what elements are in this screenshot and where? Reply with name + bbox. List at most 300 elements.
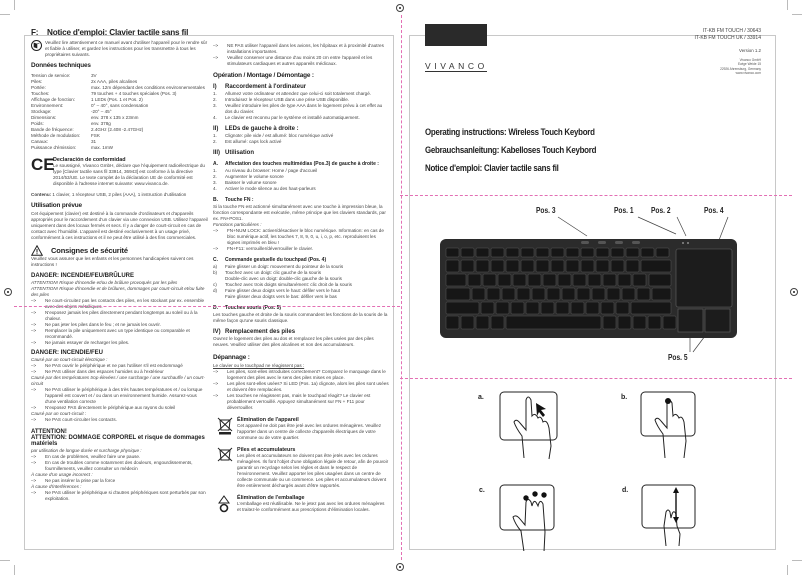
keyboard-key (558, 274, 571, 286)
spec-value: 0° – 40°, sans condensation (91, 103, 149, 108)
keyboard-key (476, 248, 489, 257)
list-item-text: NE PAS utiliser l'appareil dans les avions, les hôpitaux et à proximité d'autres installations importantes. (227, 43, 384, 54)
keyboard-key (556, 302, 569, 314)
list-item-text: Ne court-circuitez pas les contacts des piles, en les stockant par ex. ensemble avec des objets métalliques. (45, 298, 205, 309)
list-item-text: Ne pas insérer la prise par la force (45, 478, 116, 483)
leds-heading (213, 126, 389, 132)
arrow-icon: –> (31, 340, 37, 345)
spec-label: Puissance d'émission: (31, 145, 77, 150)
keyboard-key (541, 302, 554, 314)
spec-value: env. 378g (91, 121, 111, 126)
registration-mark-left (4, 288, 12, 296)
gesture-label-a: a. (478, 394, 484, 401)
crop-mark (792, 560, 802, 561)
item-number: 2. (213, 97, 217, 102)
arrow-icon: –> (213, 381, 219, 386)
attention-heading: ATTENTION! (31, 429, 67, 435)
keyboard-key (648, 316, 661, 329)
battery-text: Ouvrez le logement des piles au dos et remplacez les piles usées par des piles neuves. Veuillez utiliser des piles alcalines et non des accumulateurs. (213, 336, 374, 347)
disposal-text: L'emballage est réutilisable. Ne le jetez pas avec les ordures ménagères et traitez-le conformément aux prescriptions d'élimination locales. (237, 501, 385, 512)
ce-mark-icon: CE (31, 155, 55, 174)
keyboard-key (536, 248, 549, 257)
spec-value: max. 1mW (91, 145, 113, 150)
spec-label: Poids: (31, 121, 44, 126)
spec-label: Piles: (31, 79, 43, 84)
right-page (409, 28, 776, 550)
list-item-text: Ne PAS ouvrir le périphérique et ne pas l'utiliser s'il est endommagé (45, 363, 183, 368)
tech-data-table (31, 73, 209, 151)
connect-heading (213, 84, 389, 90)
keyboard-key (649, 274, 671, 286)
keyboard-key (536, 260, 549, 272)
mouse-keys-text: Les touches gauche et droite de la souris commandent les fonctions de la souris de la même façon qu'une souris classique. (213, 312, 388, 323)
section-title: Remplacement des piles (225, 329, 296, 335)
keyboard-key (611, 260, 624, 272)
keyboard-key (461, 248, 474, 257)
keyboard-key (528, 274, 541, 286)
keyboard-key (446, 316, 459, 329)
section-title: Commande gestuelle du touchpad (Pos. 4) (225, 257, 327, 263)
item-number: 1. (213, 91, 217, 96)
keyboard-key (577, 288, 590, 300)
keyboard-key (511, 302, 524, 314)
arrow-icon: –> (213, 55, 219, 60)
list-item (31, 417, 209, 423)
arrow-icon: –> (31, 478, 37, 483)
disposal-item (213, 417, 389, 441)
arrow-icon: –> (31, 322, 37, 327)
keyboard-key (551, 260, 564, 272)
list-item-text: Ne PAS utiliser le périphérique si d'autres périphériques sont perturbés par son exploitation. (45, 490, 206, 501)
pos-4-label: Pos. 4 (704, 206, 724, 215)
list-item (31, 340, 209, 346)
disposal-title: Piles et accumulateurs (237, 447, 296, 453)
list-item-text: Remplacer la pile uniquement avec un type identique ou comparable et recommandé. (45, 328, 190, 339)
keyboard-key (521, 248, 534, 257)
address: Vivanco GmbH Ewige Weide 15 22926 Ahrensburg, Germany www.vivanco.com (720, 58, 761, 75)
arrow-icon: –> (213, 246, 219, 251)
list-item-text: Le clavier est reconnu par le système et installé automatiquement. (225, 115, 360, 120)
danger-list (31, 363, 209, 375)
spec-value: 2x AAA, piles alcalines (91, 79, 138, 84)
hand-icon (514, 397, 551, 459)
hand-icon (513, 500, 545, 552)
list-item-text: Baisser le volume sonore (225, 180, 277, 185)
keyboard-key (663, 316, 676, 329)
keyboard-key (491, 316, 504, 329)
hand-icon (655, 400, 686, 458)
arrow-icon: –> (213, 228, 219, 233)
intro (31, 40, 209, 58)
item-letter: a) (213, 264, 218, 269)
keyboard-key (446, 248, 459, 257)
list-item-text: Ne PAS utiliser dans des espaces humides ou à l'extérieur (45, 369, 164, 374)
item-number: 4. (213, 115, 217, 120)
keyboard-key (641, 248, 654, 257)
keyboard-key (581, 260, 594, 272)
warning-text: ATTENTION! Risque d'incendie et/ou de brûlure provoqués par les piles (31, 280, 178, 285)
left-column (31, 30, 209, 502)
multimedia-key (598, 241, 606, 244)
item-number: 3. (213, 103, 217, 108)
danger-list (31, 417, 209, 423)
keyboard-key (618, 316, 631, 329)
keyboard-key (601, 302, 614, 314)
keyboard-key (607, 288, 620, 300)
keyboard-key (506, 260, 519, 272)
keyboard-key (571, 302, 584, 314)
keyboard-key (521, 260, 534, 272)
list-item (31, 490, 209, 502)
list-item-text: Ne PAS utiliser le périphérique à des très hautes températures et / ou lorsque l'appareil est couvert et / ou dans un environnement humide. Assurez-vous d'une ventilation correcte (45, 387, 203, 404)
pos-3-label: Pos. 3 (536, 206, 556, 215)
list-item-text: Activer le mode silence au des haut-parleurs (225, 186, 316, 191)
version: Version 1.2 (739, 48, 761, 53)
crop-mark (14, 0, 15, 10)
list-item-text: Introduisez le récepteur USB dans une prise USB disponible. (225, 97, 350, 102)
item-letter: d) (213, 288, 218, 293)
trim-line (400, 378, 792, 379)
spec-label: Bande de fréquence: (31, 127, 74, 132)
spec-label: Canaux: (31, 139, 49, 144)
arrow-icon: –> (31, 405, 37, 410)
gesture-label-d: d. (622, 487, 629, 494)
list-item-text: Veuillez introduire les piles de type AAA dans le logement prévu à cet effet au dos du clavier. (225, 103, 383, 114)
list-item (213, 393, 389, 411)
tech-data-heading: Données techniques (31, 62, 91, 69)
warning-text: ATTENTION! Risque d'incendie et de brûlures, dommages par court-circuit et/ou fuite des piles (31, 286, 205, 297)
gesture-pad-d (642, 485, 695, 528)
disposal-item (213, 495, 389, 515)
keyboard-key (603, 274, 616, 286)
list-item-text: Faire glisser deux doigts vers le haut: défiler vers le haut (225, 288, 340, 293)
pos-1-label: Pos. 1 (614, 206, 634, 215)
list-item (213, 246, 389, 252)
list-item (31, 310, 209, 322)
keyboard-key (543, 274, 556, 286)
list-item-text: Ne jamais essayer de recharger les piles. (45, 340, 130, 345)
safety-heading: Consignes de sécurité (51, 245, 128, 255)
keyboard-key (611, 248, 624, 257)
arrow-icon: –> (31, 460, 37, 465)
cause-text: Causé par un court-circuit : (31, 411, 87, 416)
list-item (31, 387, 209, 405)
list-item (31, 298, 209, 310)
safety-heading-row (31, 245, 209, 256)
list-item (31, 328, 209, 340)
arrow-icon: –> (31, 298, 37, 303)
keyboard-key (481, 302, 494, 314)
registration-mark-top (396, 4, 404, 12)
section-title: Utilisation (225, 150, 255, 156)
ce-text: Le soussigné, Vivanco GmbH, déclare que l'équipement radioélectrique du type [Clavier tactile sans fil 33914, 36943] est conforme à la directive 2014/53/UE. Le texte complet de la déclaration UE de conformité est disponible à l'adresse internet suivante: www.vivanco.de. (53, 163, 205, 186)
keyboard-key (616, 302, 629, 314)
registration-mark-bottom (396, 563, 404, 571)
contents: Contenu: 1 clavier, 1 récepteur USB, 2 piles (AAA), 1 instruction d'utilisation (31, 192, 187, 197)
list-item-text: Au niveau du browser: Home / page d'accueil (225, 168, 318, 173)
list-item-text: Les piles, sont-elles introduites correctement? Comparez le marquage dans le logement des piles avec le sens des piles mises en place. (227, 369, 386, 380)
keyboard-key (513, 274, 526, 286)
battery-bin-icon (213, 447, 237, 465)
list-item (213, 139, 389, 145)
list-item (213, 294, 389, 300)
spec-label: Tension de service: (31, 73, 71, 78)
keyboard-key (517, 288, 530, 300)
keyboard-key (596, 260, 609, 272)
arrow-icon: –> (31, 490, 37, 495)
troubleshooting-subtitle: Le clavier ou le touchpad ne réagissent pas : (213, 363, 305, 368)
danger-fire-burn-warnings (31, 280, 209, 298)
spec-value: max. 12m dépendant des conditions environnementales (91, 85, 205, 90)
crop-mark (0, 14, 10, 15)
crop-mark (787, 565, 788, 575)
disposal-content (237, 495, 389, 513)
operation-heading: Opération / Montage / Démontage : (213, 72, 314, 79)
section-number: II) (213, 126, 219, 132)
trim-line (400, 195, 792, 196)
gesture-pad-a (500, 392, 557, 440)
item-number: 1. (213, 133, 217, 138)
keyboard-key (626, 260, 639, 272)
keyboard-key (446, 260, 459, 272)
brand-logo: VIVANCO (425, 61, 488, 71)
arrow-icon: –> (31, 328, 37, 333)
multimedia-keys-heading (213, 161, 389, 167)
list-item-text: Veuillez conserver une distance d'au moins 20 cm entre l'appareil et les stimulateurs cardiaques et autres appareils médicaux. (227, 55, 373, 66)
keyboard-key (547, 288, 560, 300)
left-page (24, 28, 394, 550)
right-mouse-button (705, 309, 730, 332)
list-item-text: FN+F11: verrouiller/déverrouiller le clavier. (227, 246, 314, 251)
crop-mark (14, 565, 15, 575)
item-number: 3. (213, 180, 217, 185)
list-item-text: Touchez avec trois doigts simultanément: clic droit de la souris (225, 282, 352, 287)
list-item (213, 186, 389, 192)
spec-label: Environnement: (31, 103, 64, 108)
tap-dot-icon (541, 492, 546, 497)
spec-label: Méthode de modulation: (31, 133, 81, 138)
section-title: Affectation des touches multimédias (Pos.3) de gauche à droite : (225, 161, 379, 167)
right-column (213, 43, 389, 520)
warning-icon (31, 245, 43, 256)
keyboard-key (446, 302, 479, 314)
usage-heading (213, 150, 389, 156)
arrow-icon: –> (31, 369, 37, 374)
arrow-icon: –> (31, 363, 37, 368)
keyboard-key (506, 316, 601, 329)
disposal-item (213, 447, 389, 489)
cause-text: À cause d'interférences : (31, 484, 82, 489)
keyboard-key (618, 274, 631, 286)
section-title: LEDs de gauche à droite : (225, 126, 299, 132)
list-item (213, 55, 389, 67)
keyboard-key (641, 260, 671, 272)
led-1 (682, 242, 684, 244)
arrow-icon: –> (31, 387, 37, 392)
keyboard-key (573, 274, 586, 286)
keyboard-key (526, 302, 539, 314)
model-2: IT-KB FM TOUCH UK / 33914 (694, 35, 761, 41)
section-number: I) (213, 84, 217, 90)
spec-label: Portée: (31, 85, 46, 90)
title-english: Operating instructions: Wireless Touch Keybord (425, 127, 595, 137)
list-item (213, 381, 389, 393)
keyboard-key (446, 274, 466, 286)
trim-line (14, 306, 400, 307)
crop-mark (792, 14, 802, 15)
keyboard-key (461, 260, 474, 272)
arrow-icon: –> (213, 393, 219, 398)
list-item-text: Ne pas jeter les piles dans le feu ; et ne jamais les ouvrir. (45, 322, 161, 327)
spec-value: env. 378 x 135 x 23mm (91, 115, 139, 120)
list-item (213, 228, 389, 246)
list-item-text: Clignote: pile vide / est allumé: bloc numérique activé (225, 133, 334, 138)
list-item-text: N'exposez jamais les piles directement pendant longtemps au soleil ou à la chaleur. (45, 310, 198, 321)
list-item-text: Touchez avec un doigt: clic gauche de la souris (225, 270, 322, 275)
weee-bin-icon (213, 417, 237, 437)
battery-replacement-heading (213, 329, 389, 335)
spec-value: 31 (91, 139, 97, 144)
item-number: 1. (213, 168, 217, 173)
keyboard-key (476, 316, 489, 329)
fn-text: Si la touche FN est actionné simultanément avec une touche à impression bleue, la fonction correspondante est exécutée, même principe que les claviers standards, par ex. FN+POS1. (213, 204, 386, 221)
item-number: 2. (213, 174, 217, 179)
section-title: Touche FN : (225, 197, 254, 203)
keyboard-key (476, 260, 489, 272)
list-item-text: FN+NUM LOCK: activer/désactiver le bloc numérique. Information: en cas de bloc numérique actif, les touches 7, 8, 9, 0, u, i, o, p, etc. reproduisent les signes imprimés en bleu ! (227, 228, 384, 245)
tap-dot-icon (665, 398, 671, 404)
keyboard-key (656, 248, 669, 257)
keyboard-key (622, 288, 635, 300)
list-item-text: Double-clic avec un doigt: double-clic gauche de la souris (225, 276, 342, 281)
title-german: Gebrauchsanleitung: Kabelloses Touch Keybord (425, 145, 597, 155)
item-letter (213, 294, 225, 300)
disposal-title: Élimination de l'appareil (237, 417, 299, 423)
section-number: C. (213, 257, 218, 263)
pointer-arrow-icon (536, 403, 546, 417)
keyboard-key (633, 274, 646, 286)
keyboard-key (566, 248, 579, 257)
ce-declaration (31, 157, 209, 187)
intro-text: Veuillez lire attentivement ce manuel avant d'utiliser l'appareil pour le rendre sûr et fiable à utiliser, et gardez les instructions pour les transmettre à tous les propriétaires suivants. (45, 40, 208, 57)
section-title: Touches souris (Pos. 5) (225, 305, 282, 311)
keyboard-key (586, 302, 599, 314)
keyboard-key (532, 288, 545, 300)
keyboard-key (472, 288, 485, 300)
keyboard-key (592, 288, 605, 300)
list-item (213, 115, 389, 121)
list-item (213, 103, 389, 115)
fold-line (401, 15, 402, 560)
cause-text: À cause d'un usage incorrect : (31, 472, 93, 477)
list-item (213, 369, 389, 381)
list-item-text: En cas de problèmes, veuillez faire une pause. (45, 454, 141, 459)
operation-sections (213, 84, 389, 515)
item-number: 4. (213, 186, 217, 191)
cause-text: Causé par des températures trop élevées / une surcharge / une surchauffe / un court-circuit (31, 375, 205, 386)
disposal-text: Cet appareil ne doit pas être jeté avec les ordures ménagères. Veuillez l'apporter dans un centre de collecte d'appareils électriques de votre commune ou de votre quartier. (237, 423, 382, 440)
keyboard-key (502, 288, 515, 300)
keyboard-key (483, 274, 496, 286)
attention-list (31, 490, 209, 502)
item-letter: b) (213, 270, 218, 275)
keyboard-key (652, 288, 671, 300)
keyboard-key (491, 248, 504, 257)
list-item-text: Ne PAS court-circuiter les contacts. (45, 417, 117, 422)
arrow-icon: –> (31, 310, 37, 315)
cause-text: Causé par un court-circuit électrique : (31, 357, 108, 362)
arrow-icon: –> (31, 454, 37, 459)
scroll-arrows-icon (673, 487, 679, 523)
keyboard-key (551, 248, 564, 257)
intended-use-heading: Utilisation prévue (31, 202, 82, 209)
spec-value: 79 touches + 4 touches spéciales (Pos. 3) (91, 91, 177, 96)
keyboard-illustration (410, 36, 777, 551)
item-letter: c) (213, 282, 217, 287)
disposal-title: Élimination de l'emballage (237, 495, 305, 501)
disposal-text: Les piles et accumulateurs ne doivent pas être jetés avec les ordures ménagères. Ils font l'objet d'une obligation légale de retour, afin de pouvoir garantir un recyclage selon les règles et dans le respect de l'environnement. Veuillez apporter les piles usagées dans un centre de collecte communale ou un commerce. Les piles et accumulateurs doivent être entièrement déchargés avant d'être rapportés. (237, 453, 389, 488)
section-number: A. (213, 161, 218, 167)
ce-title: Declaración de conformidad (53, 157, 126, 163)
spec-value: 3V (91, 73, 97, 78)
intended-use-text: Cet équipement (clavier) est destiné à la commande d'ordinateurs et d'appareils appropriés pour le raccordement d'un clavier via une connexion USB. Utilisez l'appareil uniquement dans des locaux fermés et secs. Il y a danger de court-circuit en cas de contact avec l'humidité. L'appareil est destiné exclusivement à un usage privé, conformément à ces instructions et il ne peut être utilisé à des fins commerciales. (31, 211, 208, 240)
list-item-text: Les touches ne réagissent pas, mais le touchpad réagit? Le clavier est probablement verrouillé. Appuyez simultanément sur FN + F11 pour déverrouiller. (227, 393, 371, 410)
fn-subtitle: Fonctions particulières : (213, 222, 262, 227)
disposal-content (237, 417, 389, 441)
spec-value: FSK (91, 133, 100, 138)
recycle-icon (213, 495, 237, 515)
keyboard-key (468, 274, 481, 286)
list-item-text: Faire glisser deux doigts vers le bas: défiler vers le bas (225, 294, 337, 299)
keyboard-key (487, 288, 500, 300)
keyboard-key (496, 302, 509, 314)
gesture-label-c: c. (479, 487, 485, 494)
arrow-icon: –> (31, 417, 37, 422)
spec-label: Dimensions: (31, 115, 57, 120)
keyboard-key (498, 274, 511, 286)
spec-label: Touches: (31, 91, 50, 96)
gesture-pad-c (500, 485, 554, 530)
keyboard-key (581, 248, 594, 257)
keyboard-key (562, 288, 575, 300)
list-item (213, 43, 389, 55)
disposal-content (237, 447, 389, 489)
tap-dot-icon (532, 491, 537, 496)
danger-fire-burn-heading: DANGER: INCENDIE/FEU/BRÛLURE (31, 273, 135, 279)
section-number: D. (213, 305, 218, 311)
section-number: B. (213, 197, 218, 203)
crop-mark (787, 0, 788, 10)
keyboard-key (491, 260, 504, 272)
keyboard-key (626, 248, 639, 257)
registration-mark-right (790, 288, 798, 296)
arrow-icon: –> (213, 43, 219, 48)
keyboard-key (588, 274, 601, 286)
keyboard-key (603, 316, 616, 329)
keyboard-key (637, 288, 650, 300)
attention-subheading: ATTENTION: DOMMAGE CORPOREL et risque de dommages matériels (31, 435, 205, 447)
pos-5-label: Pos. 5 (668, 353, 688, 362)
troubleshooting-heading: Dépannage : (213, 354, 250, 361)
page-title: F: Notice d'emploi: Clavier tactile sans fil (31, 28, 189, 37)
section-number: IV) (213, 329, 221, 335)
spec-value: -20° – 45° (91, 109, 112, 114)
attention-list (31, 454, 209, 472)
list-item-text: En cas de troubles comme notamment des douleurs, engourdissements, fourmillements, veuillez consulter un médecin (45, 460, 193, 471)
model-1: IT-KB FM TOUCH / 30643 (702, 28, 761, 34)
touchpad (676, 249, 732, 307)
list-item-text: Est allumé: caps lock activé (225, 139, 282, 144)
